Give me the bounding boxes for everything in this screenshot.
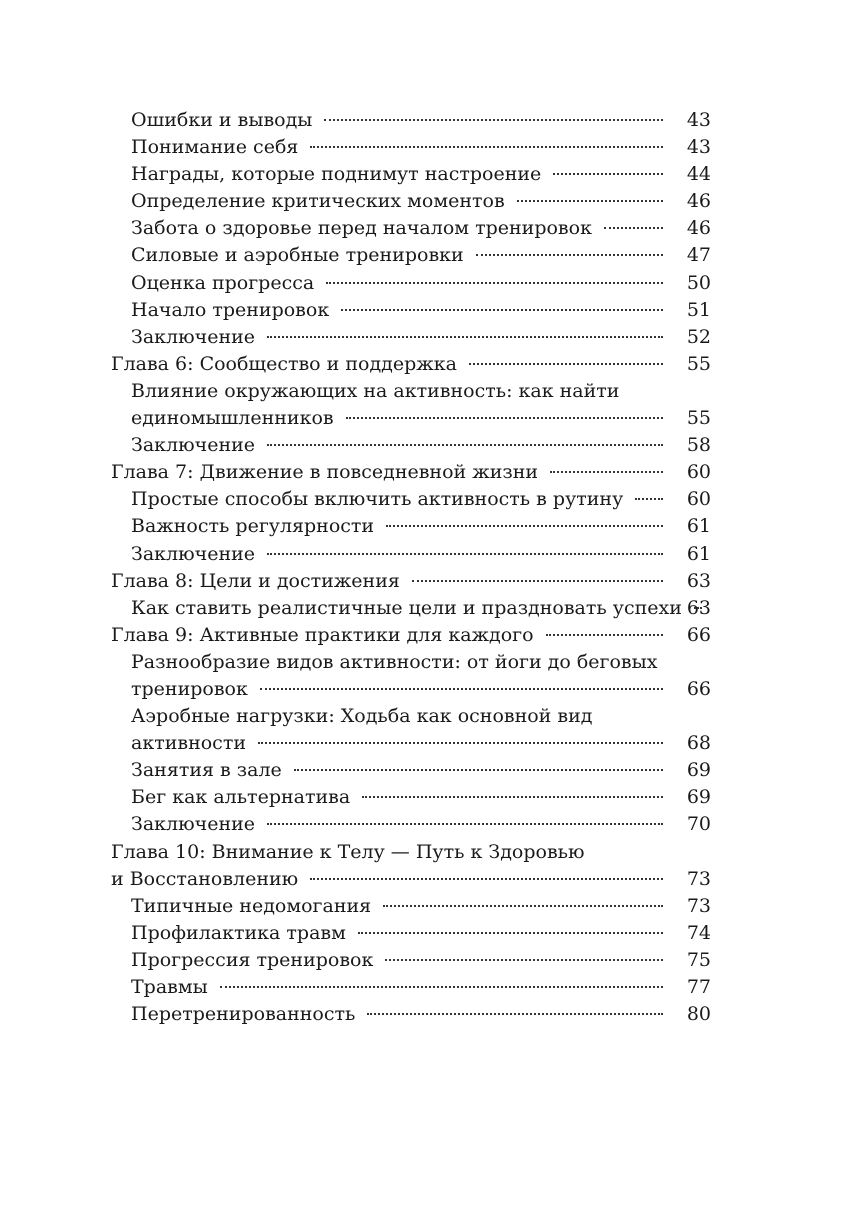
dot-leader: [383, 905, 663, 907]
toc-entry-title: [131, 595, 682, 622]
toc-section-entry: [111, 161, 711, 188]
toc-entry-title: [131, 215, 673, 242]
toc-entry-title-line: Оценка прогресса: [131, 271, 315, 294]
toc-chapter-entry: [111, 622, 711, 649]
toc-entry-title-line: тренировок: [131, 677, 248, 700]
dot-leader: [358, 932, 663, 934]
toc-entry-title-line: Простые способы включить активность в рутину: [131, 488, 624, 511]
toc-entry-title-line: Как ставить реалистичные цели и праздновать успехи: [131, 596, 682, 619]
toc-page-number: 66: [686, 677, 711, 700]
toc-entry-title-line: Перетренированность: [131, 1003, 356, 1026]
toc-entry-title-line: Глава 8: Цели и достижения: [111, 569, 400, 592]
dot-leader: [267, 444, 663, 446]
toc-section-entry: [111, 1001, 711, 1028]
toc-page-number: 69: [686, 786, 711, 809]
toc-section-entry: [111, 134, 711, 161]
toc-chapter-entry: [111, 459, 711, 486]
dot-leader: [604, 227, 663, 229]
toc-entry-title-line: Аэробные нагрузки: Ходьба как основной вид: [131, 705, 593, 728]
toc-entry-title: [131, 649, 673, 703]
toc-entry-title: [131, 784, 673, 811]
dot-leader: [517, 200, 663, 202]
toc-page-number: 66: [686, 623, 711, 646]
toc-entry-title-line: Глава 7: Движение в повседневной жизни: [111, 461, 539, 484]
toc-entry-title-line: Забота о здоровье перед началом тренировок: [131, 217, 592, 240]
toc-entry-title: [131, 920, 673, 947]
toc-section-entry: [111, 486, 711, 513]
toc-entry-title: [131, 432, 673, 459]
dot-leader: [385, 959, 663, 961]
toc-entry-title-line: Ошибки и выводы: [131, 109, 313, 131]
toc-entry-title-line: Занятия в зале: [131, 759, 282, 782]
toc-page-number: 50: [686, 271, 711, 294]
dot-leader: [326, 282, 663, 284]
toc-section-entry: [111, 297, 711, 324]
toc-chapter-entry: [111, 839, 711, 893]
toc-entry-title: [131, 1001, 673, 1028]
toc-entry-title: [131, 974, 673, 1001]
dot-leader: [341, 309, 663, 311]
dot-leader: [258, 742, 663, 744]
toc-section-entry: [111, 893, 711, 920]
toc-page-number: 77: [686, 976, 711, 998]
toc-entry-title: [131, 947, 673, 974]
toc-page-number: 55: [686, 352, 711, 375]
dot-leader: [546, 634, 663, 636]
toc-entry-title-line: активности: [131, 732, 246, 755]
toc-entry-title-line: Разнообразие видов активности: от йоги до беговых: [131, 650, 658, 673]
toc-page-number: 70: [686, 813, 711, 836]
toc-entry-title: [111, 839, 673, 893]
toc-entry-title-line: Награды, которые поднимут настроение: [131, 163, 542, 186]
toc-page-number: 75: [686, 948, 711, 971]
toc-section-entry: [111, 513, 711, 540]
dot-leader: [310, 146, 663, 148]
toc-page-number: 61: [686, 515, 711, 538]
dot-leader: [635, 498, 663, 500]
toc-entry-title: [111, 622, 673, 649]
toc-entry-title: [131, 107, 673, 134]
toc-entry-title: [111, 459, 673, 486]
toc-section-entry: [111, 188, 711, 215]
toc-page-number: 80: [686, 1003, 711, 1026]
toc-page-number: 61: [686, 542, 711, 565]
toc-entry-title-line: Заключение: [131, 542, 256, 565]
dot-leader: [267, 336, 663, 338]
dot-leader: [553, 173, 663, 175]
toc-entry-title: [131, 893, 673, 920]
toc-entry-title: [131, 811, 673, 838]
dot-leader: [412, 580, 663, 582]
toc-entry-title: [131, 297, 673, 324]
toc-entry-title: [131, 188, 673, 215]
toc-entry-title-line: Типичные недомогания: [131, 894, 372, 917]
toc-section-entry: [111, 107, 711, 134]
toc-section-entry: [111, 947, 711, 974]
toc-chapter-entry: [111, 351, 711, 378]
dot-leader: [267, 553, 663, 555]
toc-section-entry: [111, 378, 711, 432]
toc-page-number: 46: [686, 217, 711, 240]
toc-section-entry: [111, 432, 711, 459]
toc-page-number: 63: [686, 596, 711, 619]
toc-page-number: 60: [686, 488, 711, 511]
toc-entry-title: [131, 324, 673, 351]
toc-entry-title: [131, 378, 673, 432]
toc-page-number: 63: [686, 569, 711, 592]
toc-section-entry: [111, 974, 711, 1001]
toc-entry-title-line: Профилактика травм: [131, 921, 346, 944]
toc-entry-title-line: Силовые и аэробные тренировки: [131, 244, 464, 267]
dot-leader: [324, 119, 663, 121]
toc-page-number: 46: [686, 190, 711, 213]
dot-leader: [386, 525, 663, 527]
toc-section-entry: [111, 757, 711, 784]
toc-entry-title-line: Начало тренировок: [131, 298, 330, 321]
dot-leader: [310, 878, 663, 880]
dot-leader: [476, 254, 663, 256]
toc-page-number: 73: [686, 867, 711, 890]
dot-leader: [367, 1013, 663, 1015]
toc-entry-title: [131, 270, 673, 297]
toc-entry-title-line: Заключение: [131, 325, 256, 348]
toc-entry-title-line: Прогрессия тренировок: [131, 948, 374, 971]
toc-entry-title-line: Глава 6: Сообщество и поддержка: [111, 352, 457, 375]
dot-leader: [550, 471, 663, 473]
toc-section-entry: [111, 541, 711, 568]
toc-entry-title-line: Определение критических моментов: [131, 190, 505, 213]
toc-section-entry: [111, 324, 711, 351]
toc-section-entry: [111, 649, 711, 703]
toc-section-entry: [111, 215, 711, 242]
dot-leader: [220, 986, 663, 988]
toc-page-number: 69: [686, 759, 711, 782]
toc-entry-title: [131, 161, 673, 188]
toc-entry-title: [131, 513, 673, 540]
dot-leader: [260, 688, 663, 690]
toc-entry-title: [131, 134, 673, 161]
table-of-contents: [111, 107, 711, 1028]
toc-page-number: 58: [686, 434, 711, 457]
toc-entry-title: [111, 568, 673, 595]
toc-entry-title-line: и Восстановлению: [111, 867, 299, 890]
toc-page-number: 47: [686, 244, 711, 267]
toc-entry-title-line: Травмы: [131, 976, 208, 998]
toc-section-entry: [111, 920, 711, 947]
toc-page-number: 55: [686, 407, 711, 430]
toc-section-entry: [111, 595, 711, 622]
toc-entry-title-line: Бег как альтернатива: [131, 786, 351, 809]
toc-entry-title-line: единомышленников: [131, 407, 334, 430]
toc-page-number: 68: [686, 732, 711, 755]
dot-leader: [694, 607, 702, 609]
dot-leader: [346, 417, 663, 419]
toc-entry-title: [111, 351, 673, 378]
toc-entry-title-line: Заключение: [131, 434, 256, 457]
toc-entry-title-line: Заключение: [131, 813, 256, 836]
toc-page-number: 74: [686, 921, 711, 944]
toc-page-number: 60: [686, 461, 711, 484]
toc-entry-title: [131, 486, 673, 513]
toc-entry-title-line: Важность регулярности: [131, 515, 375, 538]
toc-page-number: 73: [686, 894, 711, 917]
dot-leader: [267, 823, 663, 825]
toc-entry-title: [131, 242, 673, 269]
toc-page-number: 51: [686, 298, 711, 321]
toc-section-entry: [111, 811, 711, 838]
toc-section-entry: [111, 270, 711, 297]
toc-chapter-entry: [111, 568, 711, 595]
toc-section-entry: [111, 242, 711, 269]
toc-section-entry: [111, 784, 711, 811]
toc-entry-title: [131, 757, 673, 784]
toc-entry-title-line: Влияние окружающих на активность: как найти: [131, 379, 620, 402]
toc-entry-title: [131, 541, 673, 568]
toc-entry-title-line: Глава 10: Внимание к Телу — Путь к Здоровью: [111, 840, 585, 863]
dot-leader: [469, 363, 663, 365]
toc-entry-title-line: Глава 9: Активные практики для каждого: [111, 623, 534, 646]
dot-leader: [294, 769, 663, 771]
toc-page-number: 43: [686, 109, 711, 131]
toc-entry-title: [131, 703, 673, 757]
toc-entry-title-line: Понимание себя: [131, 136, 299, 159]
toc-page-number: 43: [686, 136, 711, 159]
toc-page-number: 52: [686, 325, 711, 348]
toc-section-entry: [111, 703, 711, 757]
dot-leader: [362, 796, 663, 798]
toc-page-number: 44: [686, 163, 711, 186]
